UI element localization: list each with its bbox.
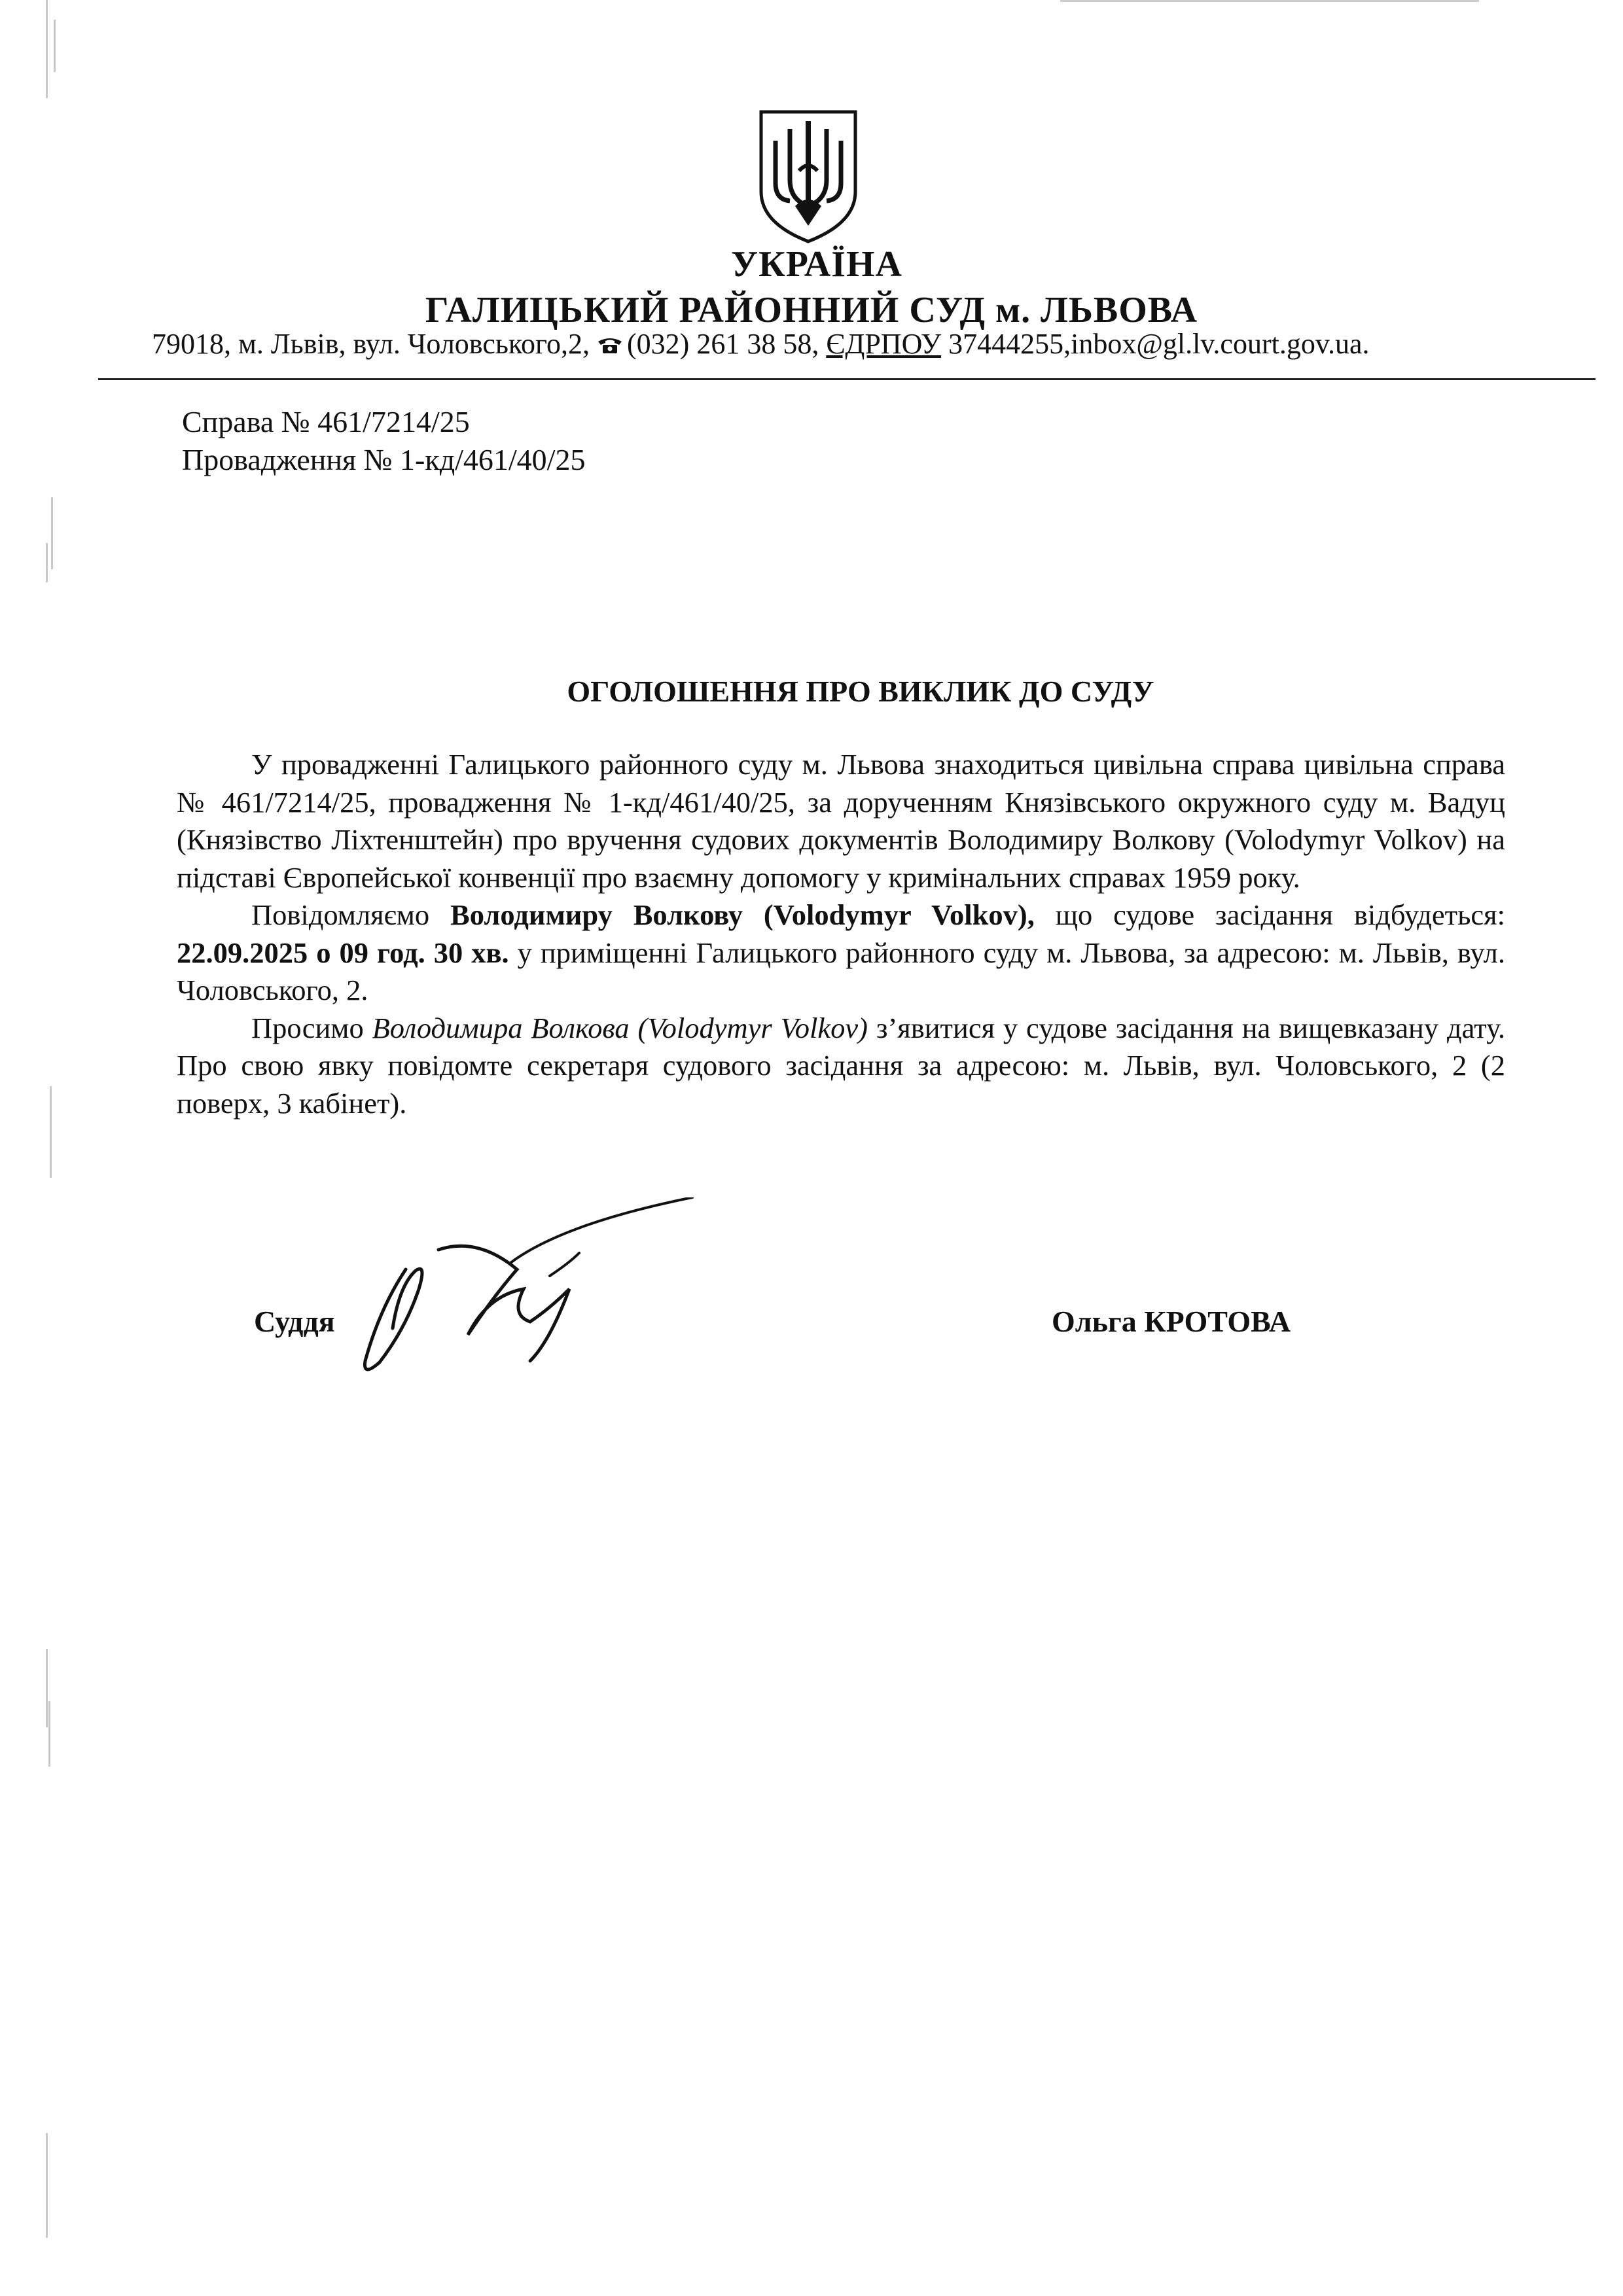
edrpou-label: ЄДРПОУ [826, 328, 942, 360]
judge-label: Суддя [254, 1305, 335, 1338]
judge-name: Ольга КРОТОВА [1052, 1305, 1291, 1338]
court-name-heading: ГАЛИЦЬКИЙ РАЙОННИЙ СУД м. ЛЬВОВА [425, 290, 1198, 330]
paragraph-appearance-request [177, 1010, 1505, 1123]
scan-artifact-left [48, 1701, 50, 1767]
hearing-datetime: 22.09.2025 о 09 год. 30 хв. [177, 936, 509, 969]
scan-artifact-left [46, 543, 48, 582]
address-text: 79018, м. Львів, вул. Чоловського,2, [152, 328, 590, 360]
scan-artifact-left [46, 1649, 48, 1727]
scan-artifact-top [1060, 0, 1479, 2]
scan-artifact-left [54, 20, 56, 72]
scan-artifact-left [46, 2133, 48, 2238]
proceeding-number: Провадження № 1-кд/461/40/25 [182, 443, 586, 476]
notice-title: ОГОЛОШЕННЯ ПРО ВИКЛИК ДО СУДУ [567, 675, 1154, 708]
header-divider [98, 378, 1596, 380]
scan-artifact-left [50, 1086, 52, 1178]
scan-artifact-left [46, 0, 48, 98]
notice-body [177, 746, 1505, 1122]
addressee-name: Володимиру Волкову (Volodymyr Volkov), [450, 898, 1035, 931]
paragraph-hearing-date [177, 896, 1505, 1010]
coat-of-arms-icon [756, 108, 861, 245]
case-number: Справа № 461/7214/25 [182, 405, 470, 438]
country-heading: УКРАЇНА [731, 244, 902, 285]
paragraph-text: з’явитися у судове засідання на вищевказану дату. Про свою явку повідомте секретаря судового засідання за адресою: м. Львів, вул. Чоловського, 2 (2 поверх, 3 кабінет). [177, 1011, 1505, 1120]
scan-artifact-left [51, 497, 53, 569]
telephone-icon [597, 335, 623, 355]
court-address-line: 79018, м. Львів, вул. Чоловського,2, (032) 261 38 58, ЄДРПОУ 37444255,inbox@gl.lv.court.gov.ua. [152, 328, 1370, 360]
paragraph-text: що судове засідання відбудеться: [1034, 898, 1505, 931]
edrpou-and-email: 37444255,inbox@gl.lv.court.gov.ua. [948, 328, 1370, 360]
paragraph-text: Повідомляємо [251, 898, 451, 931]
paragraph-case-info: У провадженні Галицького районного суду м. Львова знаходиться цивільна справа цивільна справа № 461/7214/25, провадження № 1-кд/461/40/25, за дорученням Князівського окружного суду м. Вадуц (Князівство Ліхтенштейн) про вручення судових документів Володимиру Волкову (Volodymyr Volkov) на підставі Європейської конвенції про взаємну допомогу у кримінальних справах 1959 року. [177, 748, 1505, 894]
phone-number: (032) 261 38 58 [627, 328, 812, 360]
paragraph-text: у приміщенні Галицького районного суду м. Львова, за адресою: м. Львів, вул. Чоловського, 2. [177, 936, 1505, 1006]
addressee-name-italic: Володимира Волкова (Volodymyr Volkov) [372, 1011, 868, 1044]
handwritten-signature [353, 1197, 707, 1394]
paragraph-text: Просимо [251, 1011, 372, 1044]
